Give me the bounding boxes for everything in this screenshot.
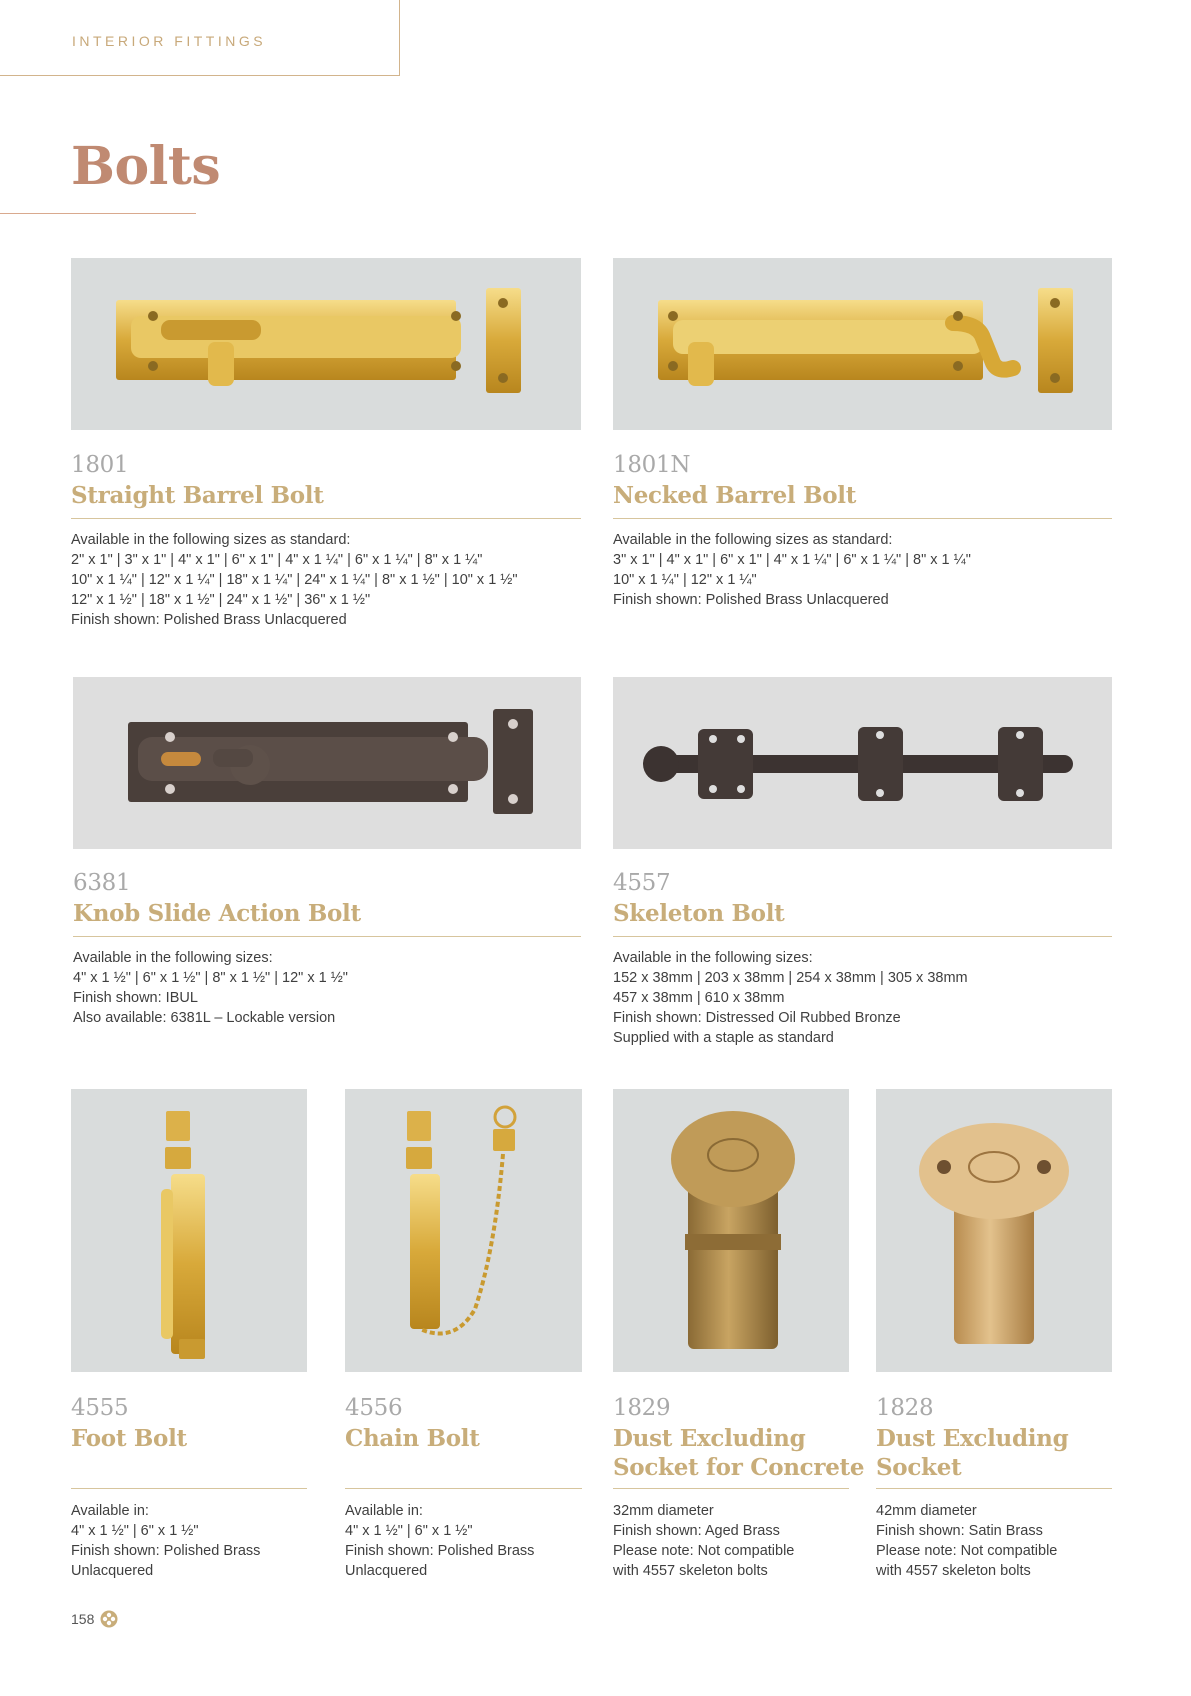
desc-line: Available in the following sizes: <box>613 950 813 966</box>
product-name: Knob Slide Action Bolt <box>73 900 361 927</box>
desc-line: Available in: <box>71 1503 149 1519</box>
product-code: 1829 <box>613 1395 671 1421</box>
product-code: 6381 <box>73 870 131 896</box>
brand-logo-icon <box>100 1610 118 1628</box>
product-rule <box>345 1488 582 1489</box>
product-name: Skeleton Bolt <box>613 900 785 927</box>
product-name-line: Socket for Concrete <box>613 1454 865 1481</box>
product-code: 1801 <box>71 452 129 478</box>
desc-line: Finish shown: Distressed Oil Rubbed Bronze <box>613 1010 901 1026</box>
product-code: 1801N <box>613 452 691 478</box>
product-name-line: Socket <box>876 1454 962 1481</box>
product-name-line: Dust Excluding <box>613 1425 806 1452</box>
product-code: 4556 <box>345 1395 403 1421</box>
product-description <box>613 530 971 610</box>
product-image-chain-bolt <box>345 1089 582 1372</box>
desc-line: Also available: 6381L – Lockable version <box>73 1010 336 1026</box>
desc-line: 12" x 1 ½" | 18" x 1 ½" | 24" x 1 ½" | 36" x 1 ½" <box>71 592 371 608</box>
product-rule <box>73 936 581 937</box>
product-image-foot-bolt <box>71 1089 307 1372</box>
desc-line: Unlacquered <box>71 1563 154 1579</box>
desc-line: Unlacquered <box>345 1563 428 1579</box>
desc-line: 4" x 1 ½" | 6" x 1 ½" | 8" x 1 ½" | 12" x 1 ½" <box>73 970 348 986</box>
desc-line: 10" x 1 ¼" | 12" x 1 ¼" <box>613 572 757 588</box>
desc-line: Supplied with a staple as standard <box>613 1030 834 1046</box>
product-name <box>613 1424 864 1482</box>
product-code: 1828 <box>876 1395 934 1421</box>
desc-line: Finish shown: Polished Brass Unlacquered <box>71 612 347 628</box>
product-description <box>613 948 968 1048</box>
product-name: Straight Barrel Bolt <box>71 482 324 509</box>
product-rule <box>71 518 581 519</box>
desc-line: Please note: Not compatible <box>876 1543 1058 1559</box>
product-description <box>876 1501 1057 1581</box>
desc-line: 2" x 1" | 3" x 1" | 4" x 1" | 6" x 1" | 4" x 1 ¼" | 6" x 1 ¼" | 8" x 1 ¼" <box>71 552 483 568</box>
desc-line: Available in the following sizes as standard: <box>613 532 893 548</box>
page-title: Bolts <box>71 136 221 197</box>
desc-line: 457 x 38mm | 610 x 38mm <box>613 990 785 1006</box>
section-label: INTERIOR FITTINGS <box>72 33 267 49</box>
desc-line: 4" x 1 ½" | 6" x 1 ½" <box>345 1523 473 1539</box>
desc-line: Finish shown: IBUL <box>73 990 198 1006</box>
product-description <box>345 1501 534 1581</box>
desc-line: 152 x 38mm | 203 x 38mm | 254 x 38mm | 305 x 38mm <box>613 970 968 986</box>
desc-line: with 4557 skeleton bolts <box>876 1563 1031 1579</box>
product-rule <box>613 518 1112 519</box>
product-description <box>71 1501 260 1581</box>
product-name: Necked Barrel Bolt <box>613 482 857 509</box>
product-description <box>613 1501 794 1581</box>
product-rule <box>876 1488 1112 1489</box>
desc-line: Available in the following sizes: <box>73 950 273 966</box>
desc-line: 3" x 1" | 4" x 1" | 6" x 1" | 4" x 1 ¼" | 6" x 1 ¼" | 8" x 1 ¼" <box>613 552 971 568</box>
product-description <box>71 530 518 630</box>
desc-line: Please note: Not compatible <box>613 1543 795 1559</box>
desc-line: Available in: <box>345 1503 423 1519</box>
desc-line: Finish shown: Polished Brass <box>345 1543 535 1559</box>
desc-line: 42mm diameter <box>876 1503 977 1519</box>
product-image-knob-slide-action-bolt <box>73 677 581 849</box>
product-description <box>73 948 348 1028</box>
product-name: Chain Bolt <box>345 1425 480 1452</box>
product-code: 4555 <box>71 1395 129 1421</box>
product-name <box>876 1424 1068 1482</box>
product-image-skeleton-bolt <box>613 677 1112 849</box>
product-image-dust-socket-concrete <box>613 1089 849 1372</box>
product-rule <box>71 1488 307 1489</box>
desc-line: with 4557 skeleton bolts <box>613 1563 768 1579</box>
desc-line: Finish shown: Polished Brass <box>71 1543 261 1559</box>
product-image-straight-barrel-bolt <box>71 258 581 430</box>
desc-line: Finish shown: Satin Brass <box>876 1523 1043 1539</box>
desc-line: 32mm diameter <box>613 1503 714 1519</box>
product-name-line: Dust Excluding <box>876 1425 1069 1452</box>
product-image-dust-socket <box>876 1089 1112 1372</box>
product-rule <box>613 1488 849 1489</box>
product-code: 4557 <box>613 870 671 896</box>
desc-line: Finish shown: Polished Brass Unlacquered <box>613 592 889 608</box>
product-image-necked-barrel-bolt <box>613 258 1112 430</box>
desc-line: 10" x 1 ¼" | 12" x 1 ¼" | 18" x 1 ¼" | 24" x 1 ¼" | 8" x 1 ½" | 10" x 1 ½" <box>71 572 518 588</box>
desc-line: Available in the following sizes as standard: <box>71 532 351 548</box>
product-rule <box>613 936 1112 937</box>
product-name: Foot Bolt <box>71 1425 187 1452</box>
title-rule <box>0 213 196 214</box>
desc-line: 4" x 1 ½" | 6" x 1 ½" <box>71 1523 199 1539</box>
desc-line: Finish shown: Aged Brass <box>613 1523 780 1539</box>
page-number: 158 <box>71 1611 95 1627</box>
